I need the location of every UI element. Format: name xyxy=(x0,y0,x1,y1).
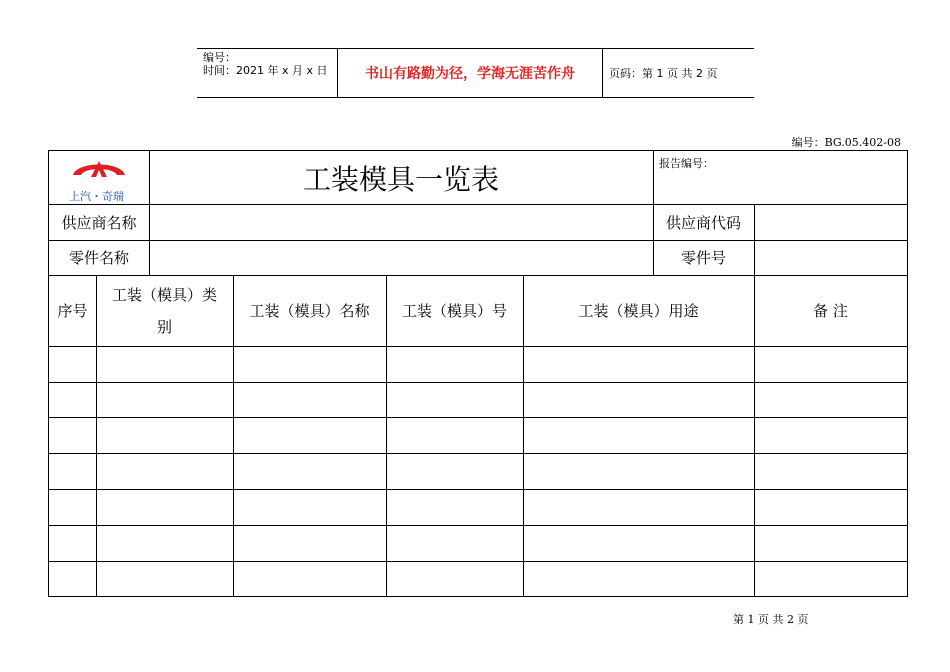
form-title: 工装模具一览表 xyxy=(302,162,499,196)
part-number-label: 零件号 xyxy=(680,249,726,267)
motto-text: 书山有路勤为径，学海无涯苦作舟 xyxy=(338,49,603,97)
supplier-name-label: 供应商名称 xyxy=(61,213,137,232)
row-divider xyxy=(49,489,907,490)
logo-text: 上汽・奇瑞 xyxy=(69,190,124,203)
page-header xyxy=(197,48,754,98)
report-number-label: 报告编号： xyxy=(659,157,714,170)
time-label: 时间：2021 年 x 月 x 日 xyxy=(203,64,328,77)
part-number-field xyxy=(754,240,907,275)
row-divider xyxy=(49,382,907,383)
col-header-category: 工装（模具）类别 xyxy=(111,285,217,336)
header-meta xyxy=(197,49,338,97)
chery-logo-icon xyxy=(69,155,129,179)
page-footer: 第 1 页 共 2 页 xyxy=(733,613,809,626)
supplier-code-label: 供应商代码 xyxy=(665,213,741,232)
part-name-field xyxy=(149,240,653,275)
tooling-form xyxy=(48,150,908,597)
col-header-name: 工装（模具）名称 xyxy=(249,302,370,320)
col-header-remarks: 备 注 xyxy=(813,302,848,320)
document-number: 编号：BG.05.402-08 xyxy=(791,136,901,149)
page-info: 页码：第 1 页 共 2 页 xyxy=(609,67,718,80)
row-divider xyxy=(49,346,907,347)
part-name-label: 零件名称 xyxy=(68,249,129,267)
logo-cell xyxy=(49,151,149,204)
row-divider xyxy=(49,561,907,562)
col-header-number: 工装（模具）号 xyxy=(401,302,507,320)
supplier-code-field xyxy=(754,204,907,240)
col-header-purpose: 工装（模具）用途 xyxy=(578,302,699,320)
row-divider xyxy=(49,453,907,454)
serial-label: 编号： xyxy=(203,51,236,64)
row-divider xyxy=(49,525,907,526)
row-divider xyxy=(49,417,907,418)
supplier-name-field xyxy=(149,204,653,240)
col-header-index: 序号 xyxy=(57,302,88,320)
